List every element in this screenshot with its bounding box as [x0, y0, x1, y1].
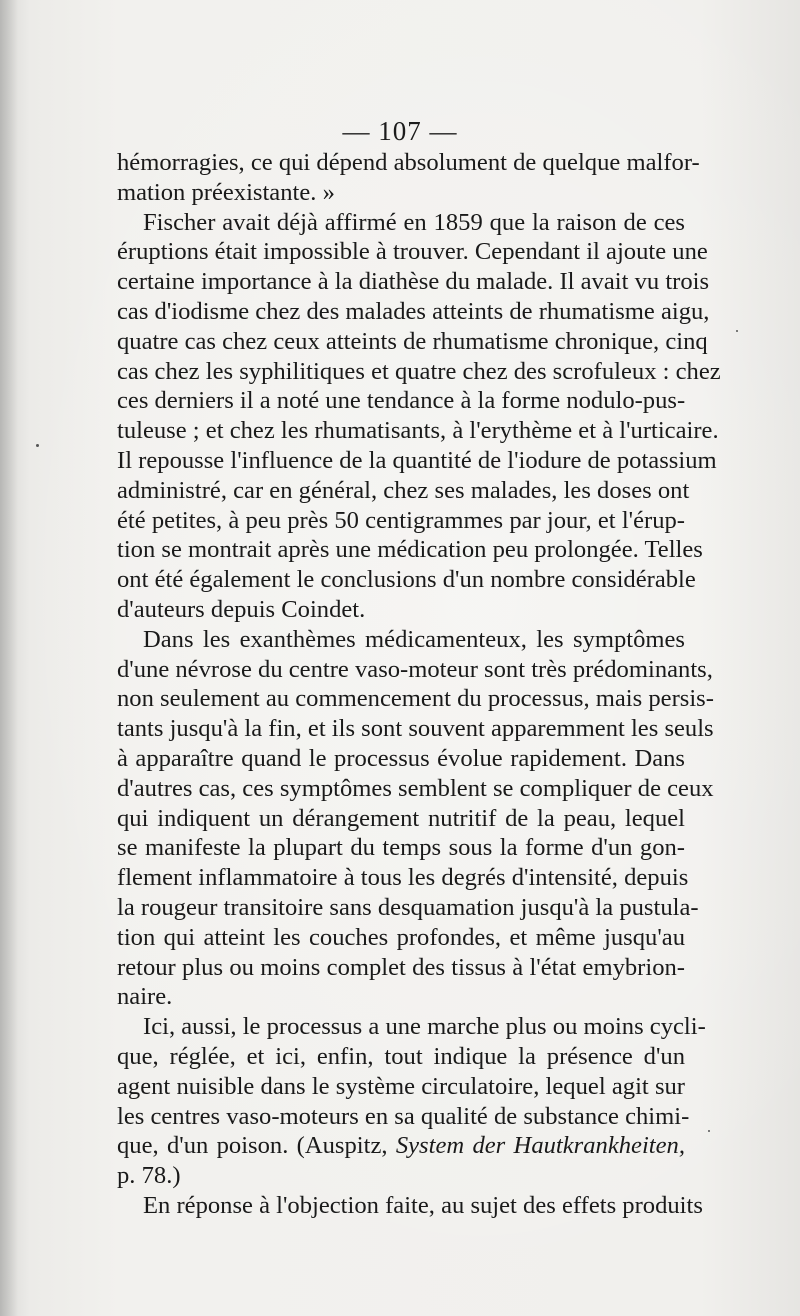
- text-line: naire.: [117, 983, 173, 1011]
- text-line: non seulement au commencement du processus, mais persis-: [117, 685, 714, 713]
- text-line: se manifeste la plupart du temps sous la forme d'un gon-: [117, 834, 685, 862]
- text-line: hémorragies, ce qui dépend absolument de quelque malfor-: [117, 149, 700, 176]
- text-line: été petites, à peu près 50 centigrammes par jour, et l'érup-: [117, 506, 685, 534]
- paragraph-3: [117, 625, 714, 1012]
- text-line: Ici, aussi, le processus a une marche plus ou moins cycli-: [143, 1013, 706, 1041]
- print-speck: [736, 330, 738, 332]
- binding-shadow: [0, 0, 18, 1316]
- text-line: flement inflammatoire à tous les degrés d'intensité, depuis: [117, 864, 689, 892]
- text-line: p. 78.): [117, 1162, 181, 1190]
- text-line: d'auteurs depuis Coindet.: [117, 595, 366, 623]
- text-line: d'une névrose du centre vaso-moteur sont très prédominants,: [117, 655, 713, 683]
- citation-lead: que, d'un poison. (Auspitz,: [117, 1132, 396, 1160]
- text-line: tion qui atteint les couches profondes, et même jusqu'au: [117, 923, 685, 951]
- paragraph-1: [117, 148, 700, 208]
- text-line: agent nuisible dans le système circulatoire, lequel agit sur: [117, 1072, 685, 1100]
- paragraph-4: [117, 1012, 706, 1191]
- text-line: Fischer avait déjà affirmé en 1859 que la raison de ces: [143, 208, 685, 236]
- text-line: Il repousse l'influence de la quantité de l'iodure de potassium: [117, 446, 717, 474]
- text-line: En réponse à l'objection faite, au sujet des effets produits: [143, 1191, 703, 1219]
- text-line: la rougeur transitoire sans desquamation jusqu'à la pustula-: [117, 893, 699, 921]
- print-speck: [36, 444, 39, 447]
- print-speck: [708, 1130, 710, 1132]
- citation-title: System der Hautkrankheiten,: [395, 1132, 685, 1160]
- text-line: cas d'iodisme chez des malades atteints de rhumatisme aigu,: [117, 297, 710, 325]
- text-line: quatre cas chez ceux atteints de rhumatisme chronique, cinq: [117, 327, 708, 355]
- text-line: ces derniers il a noté une tendance à la forme nodulo-pus-: [117, 387, 686, 415]
- text-line-with-citation: [117, 1131, 685, 1161]
- text-line: Dans les exanthèmes médicamenteux, les symptômes: [143, 625, 685, 653]
- text-line: administré, car en général, chez ses malades, les doses ont: [117, 476, 690, 504]
- text-line: retour plus ou moins complet des tissus à l'état emybrion-: [117, 953, 685, 981]
- text-line: qui indiquent un dérangement nutritif de la peau, lequel: [117, 804, 685, 832]
- text-line: tants jusqu'à la fin, et ils sont souvent apparemment les seuls: [117, 715, 714, 743]
- page-number: — 107 —: [342, 116, 458, 146]
- paragraph-5: [117, 1191, 703, 1221]
- text-line: tuleuse ; et chez les rhumatisants, à l'erythème et à l'urticaire.: [117, 417, 719, 445]
- text-line: ont été également le conclusions d'un nombre considérable: [117, 566, 696, 594]
- paragraph-2: [117, 208, 721, 625]
- text-line: tion se montrait après une médication peu prolongée. Telles: [117, 536, 703, 564]
- text-line: mation préexistante. »: [117, 178, 335, 206]
- text-line: à apparaître quand le processus évolue rapidement. Dans: [117, 744, 685, 772]
- text-line: cas chez les syphilitiques et quatre chez des scrofuleux : chez: [117, 357, 721, 385]
- text-line: les centres vaso-moteurs en sa qualité de substance chimi-: [117, 1102, 690, 1130]
- body-text: [117, 148, 721, 1221]
- text-line: que, réglée, et ici, enfin, tout indique la présence d'un: [117, 1042, 685, 1070]
- text-line: d'autres cas, ces symptômes semblent se compliquer de ceux: [117, 774, 714, 802]
- text-line: certaine importance à la diathèse du malade. Il avait vu trois: [117, 268, 710, 296]
- text-line: éruptions était impossible à trouver. Cependant il ajoute une: [117, 238, 708, 266]
